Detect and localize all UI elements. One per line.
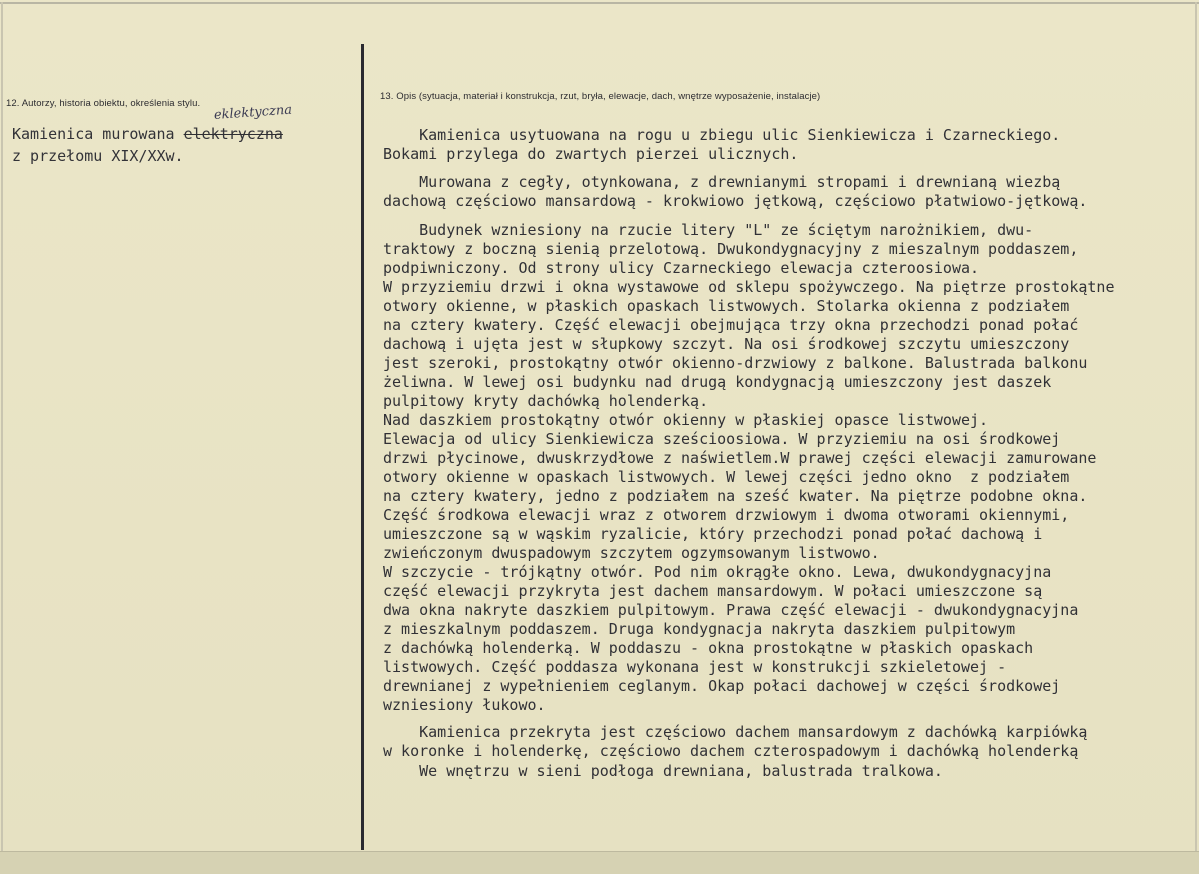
description-line: z mieszkalnym poddaszem. Druga kondygnacja nakryta daszkiem pulpitowym [383,620,1016,638]
description-line: dachową częściowo mansardową - krokwiowo jętkową, częściowo płatwiowo-jętkową. [383,192,1088,210]
description-line: drzwi płycinowe, dwuskrzydłowe z naświetlem.W prawej części elewacji zamurowane [383,449,1097,467]
description-line: W szczycie - trójkątny otwór. Pod nim okrągłe okno. Lewa, dwukondygnacyjna [383,563,1052,581]
description-line: otwory okienne w opaskach listwowych. W lewej części jedno okno z podziałem [383,468,1070,486]
description-line: w koronke i holenderkę, częściowo dachem czterospadowym i dachówką holenderką [383,742,1079,760]
description-line: dachową i ujęta jest w słupkowy szczyt. Na osi środkowej szczytu umieszczony [383,335,1070,353]
style-line-prefix: Kamienica murowana [12,125,184,143]
description-line: Budynek wzniesiony na rzucie litery "L" ze ściętym narożnikiem, dwu- [383,221,1034,239]
description-line: Murowana z cegły, otynkowana, z drewnianymi stropami i drewnianą wiezbą [383,173,1061,191]
description-line: Elewacja od ulicy Sienkiewicza sześcioosiowa. W przyziemiu na osi środkowej [383,430,1061,448]
description-line: na cztery kwatery. Część elewacji obejmująca trzy okna przechodzi ponad połać [383,316,1079,334]
column-divider [361,44,364,850]
description-line: W przyziemiu drzwi i okna wystawowe od sklepu spożywczego. Na piętrze prostokątne [383,278,1115,296]
description-line: listwowych. Część poddasza wykonana jest w konstrukcji szkieletowej - [383,658,1007,676]
description-line: jest szeroki, prostokątny otwór okienno-drzwiowy z balkone. Balustrada balkonu [383,354,1088,372]
description-line: podpiwniczony. Od strony ulicy Czarneckiego elewacja czteroosiowa. [383,259,980,277]
handwritten-correction: eklektyczna [213,102,293,123]
section-12-text [12,123,352,167]
description-line: żeliwna. W lewej osi budynku nad drugą kondygnacją umieszczony jest daszek [383,373,1052,391]
description-line: z dachówką holenderką. W poddaszu - okna prostokątne w płaskich opaskach [383,639,1034,657]
struck-word: elektryczna [183,125,283,143]
description-line: Nad daszkiem prostokątny otwór okienny w płaskiej opasce listwowej. [383,411,989,429]
description-line: Kamienica przekryta jest częściowo dachem mansardowym z dachówką karpiówką [383,723,1088,741]
right-border [1195,2,1197,874]
description-line: otwory okienne, w płaskich opaskach listwowych. Stolarka okienna z podziałem [383,297,1070,315]
description-line: pulpitowy kryty dachówką holenderką. [383,392,709,410]
description-line: Część środkowa elewacji wraz z otworem drzwiowym i dwoma otworami okiennymi, [383,506,1070,524]
section-13-label: 13. Opis (sytuacja, materiał i konstrukcja, rzut, bryła, elewacje, dach, wnętrze wyposażenie, instalacje) [380,91,821,102]
section-12-label: 12. Autorzy, historia obiektu, określenia stylu. [6,98,201,109]
description-line: umieszczone są w wąskim ryzalicie, który przechodzi ponad połać dachową i [383,525,1043,543]
description-line: część elewacji przykryta jest dachem mansardowym. W połaci umieszczone są [383,582,1043,600]
description-line: na cztery kwatery, jedno z podziałem na sześć kwater. Na piętrze podobne okna. [383,487,1088,505]
description-line: wzniesiony łukowo. [383,696,546,714]
description-line: Bokami przylega do zwartych pierzei ulicznych. [383,145,799,163]
top-border [0,2,1199,4]
description-line: Kamienica usytuowana na rogu u zbiegu ulic Sienkiewicza i Czarneckiego. [383,126,1061,144]
bottom-margin [0,852,1199,874]
description-line: We wnętrzu w sieni podłoga drewniana, balustrada tralkowa. [383,762,943,780]
style-line-period: z przełomu XIX/XXw. [12,147,184,165]
description-line: dwa okna nakryte daszkiem pulpitowym. Prawa część elewacji - dwukondygnacyjna [383,601,1079,619]
description-line: drewnianej z wypełnieniem ceglanym. Okap połaci dachowej w części środkowej [383,677,1061,695]
description-line: traktowy z boczną sienią przelotową. Dwukondygnacyjny z mieszalnym poddaszem, [383,240,1079,258]
description-line: zwieńczonym dwuspadowym szczytem ogzymsowanym listwowo. [383,544,880,562]
left-border [1,2,3,874]
